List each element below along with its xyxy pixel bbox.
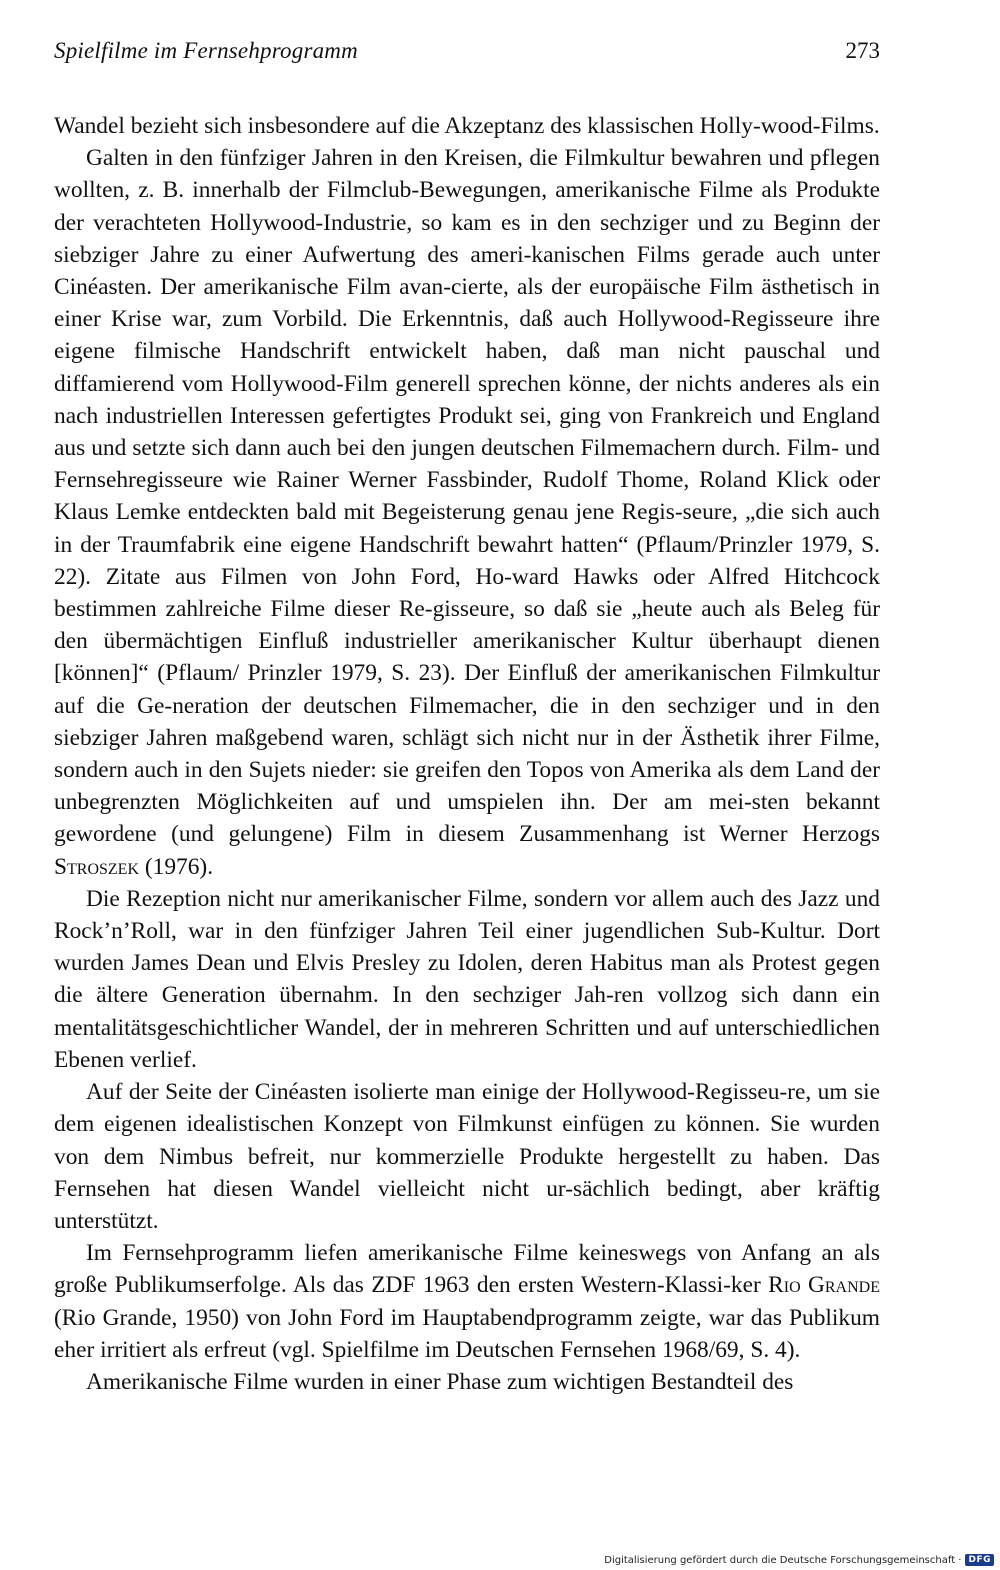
paragraph-text: Im Fernsehprogramm liefen amerikanische Filme keineswegs von Anfang an als große Publikumserfolge. Als das ZDF 1963 den ersten Western-Klassi-ker (54, 1240, 880, 1299)
paragraph-text: Wandel bezieht sich insbesondere auf die Akzeptanz des klassischen Holly-wood-Films. (54, 113, 880, 139)
paragraph-text: (1976). (139, 853, 214, 880)
running-title: Spielfilme im Fernsehprogramm (54, 38, 358, 63)
paragraph-text: Auf der Seite der Cinéasten isolierte man einige der Hollywood-Regisseu-re, um sie dem eigenen idealistischen Konzept von Filmkunst einfügen zu können. Sie wurden von dem Nimbus befreit, nur kommerzielle Produkte hergestellt zu haben. Das Fernsehen hat diesen Wandel vielleicht nicht ur-sächlich bedingt, aber kräftig unterstützt. (54, 1079, 880, 1234)
paragraph-text: Die Rezeption nicht nur amerikanischer Filme, sondern vor allem auch des Jazz und Rock’n’Roll, war in den fünfziger Jahren Teil einer jugendlichen Sub-Kultur. Dort wurden James Dean und Elvis Presley zu Idolen, deren Habitus man als Protest gegen die ältere Generation übernahm. In den sechziger Jah-ren vollzog sich dann ein mentalitätsgeschichtlicher Wandel, der in mehreren Schritten und auf unterschiedlichen Ebenen verlief. (54, 885, 880, 1073)
running-head (54, 38, 880, 78)
paragraph (54, 883, 880, 1076)
film-title: Rio Grande (768, 1272, 880, 1299)
film-title: Stroszek (54, 853, 140, 880)
page-number: 273 (845, 38, 880, 63)
dfg-logo: DFG (965, 1554, 994, 1566)
paragraph (54, 110, 880, 142)
digitization-credit-text: Digitalisierung gefördert durch die Deutsche Forschungsgemeinschaft · (604, 1554, 962, 1566)
paragraph (54, 1237, 880, 1366)
paragraph (54, 1366, 880, 1398)
digitization-credit (604, 1554, 994, 1566)
paragraph-text: Galten in den fünfziger Jahren in den Kreisen, die Filmkultur bewahren und pflegen wollten, z. B. innerhalb der Filmclub-Bewegungen, amerikanische Filme als Produkte der verachteten Hollywood-Industrie, so kam es in den sechziger und zu Beginn der siebziger Jahre zu einer Aufwertung des ameri-kanischen Films gerade auch unter Cinéasten. Der amerikanische Film avan-cierte, als der europäische Film ästhetisch in einer Krise war, zum Vorbild. Die Erkenntnis, daß auch Hollywood-Regisseure ihre eigene filmische Handschrift entwickelt haben, daß man nicht pauschal und diffamierend vom Hollywood-Film generell sprechen könne, der nichts anderes als ein nach industriellen Interessen gefertigtes Produkt sei, ging von Frankreich und England aus und setzte sich dann auch bei den jungen deutschen Filmemachern durch. Film- und Fernsehregisseure wie Rainer Werner Fassbinder, Rudolf Thome, Roland Klick oder Klaus Lemke entdeckten bald mit Begeisterung genau jene Regis-seure, „die sich auch in der Traumfabrik eine eigene Handschrift bewahrt hatten“ (Pflaum/Prinzler 1979, S. 22). Zitate aus Filmen von John Ford, Ho-ward Hawks oder Alfred Hitchcock bestimmen zahlreiche Filme dieser Re-gisseure, so daß sie „heute auch als Beleg für den übermächtigen Einfluß industrieller amerikanischer Kultur überhaupt dienen [können]“ (Pflaum/ Prinzler 1979, S. 23). Der Einfluß der amerikanischen Filmkultur auf die Ge-neration der deutschen Filmemacher, die in den sechziger und in den siebziger Jahren maßgebend waren, schlägt sich nicht nur in der Ästhetik ihrer Filme, sondern auch in den Sujets nieder: sie greifen den Topos von Amerika als dem Land der unbegrenzten Möglichkeiten auf und umspielen ihn. Der am mei-sten bekannt gewordene (und gelungene) Film in diesem Zusammenhang ist Werner Herzogs (54, 145, 880, 848)
body-text (54, 110, 880, 1398)
paragraph (54, 142, 880, 883)
paragraph-text: Amerikanische Filme wurden in einer Phase zum wichtigen Bestandteil des (86, 1368, 794, 1395)
paragraph-text: (Rio Grande, 1950) von John Ford im Hauptabendprogramm zeigte, war das Publikum eher irritiert als erfreut (vgl. Spielfilme im Deutschen Fernsehen 1968/69, S. 4). (54, 1304, 880, 1363)
paragraph (54, 1076, 880, 1237)
